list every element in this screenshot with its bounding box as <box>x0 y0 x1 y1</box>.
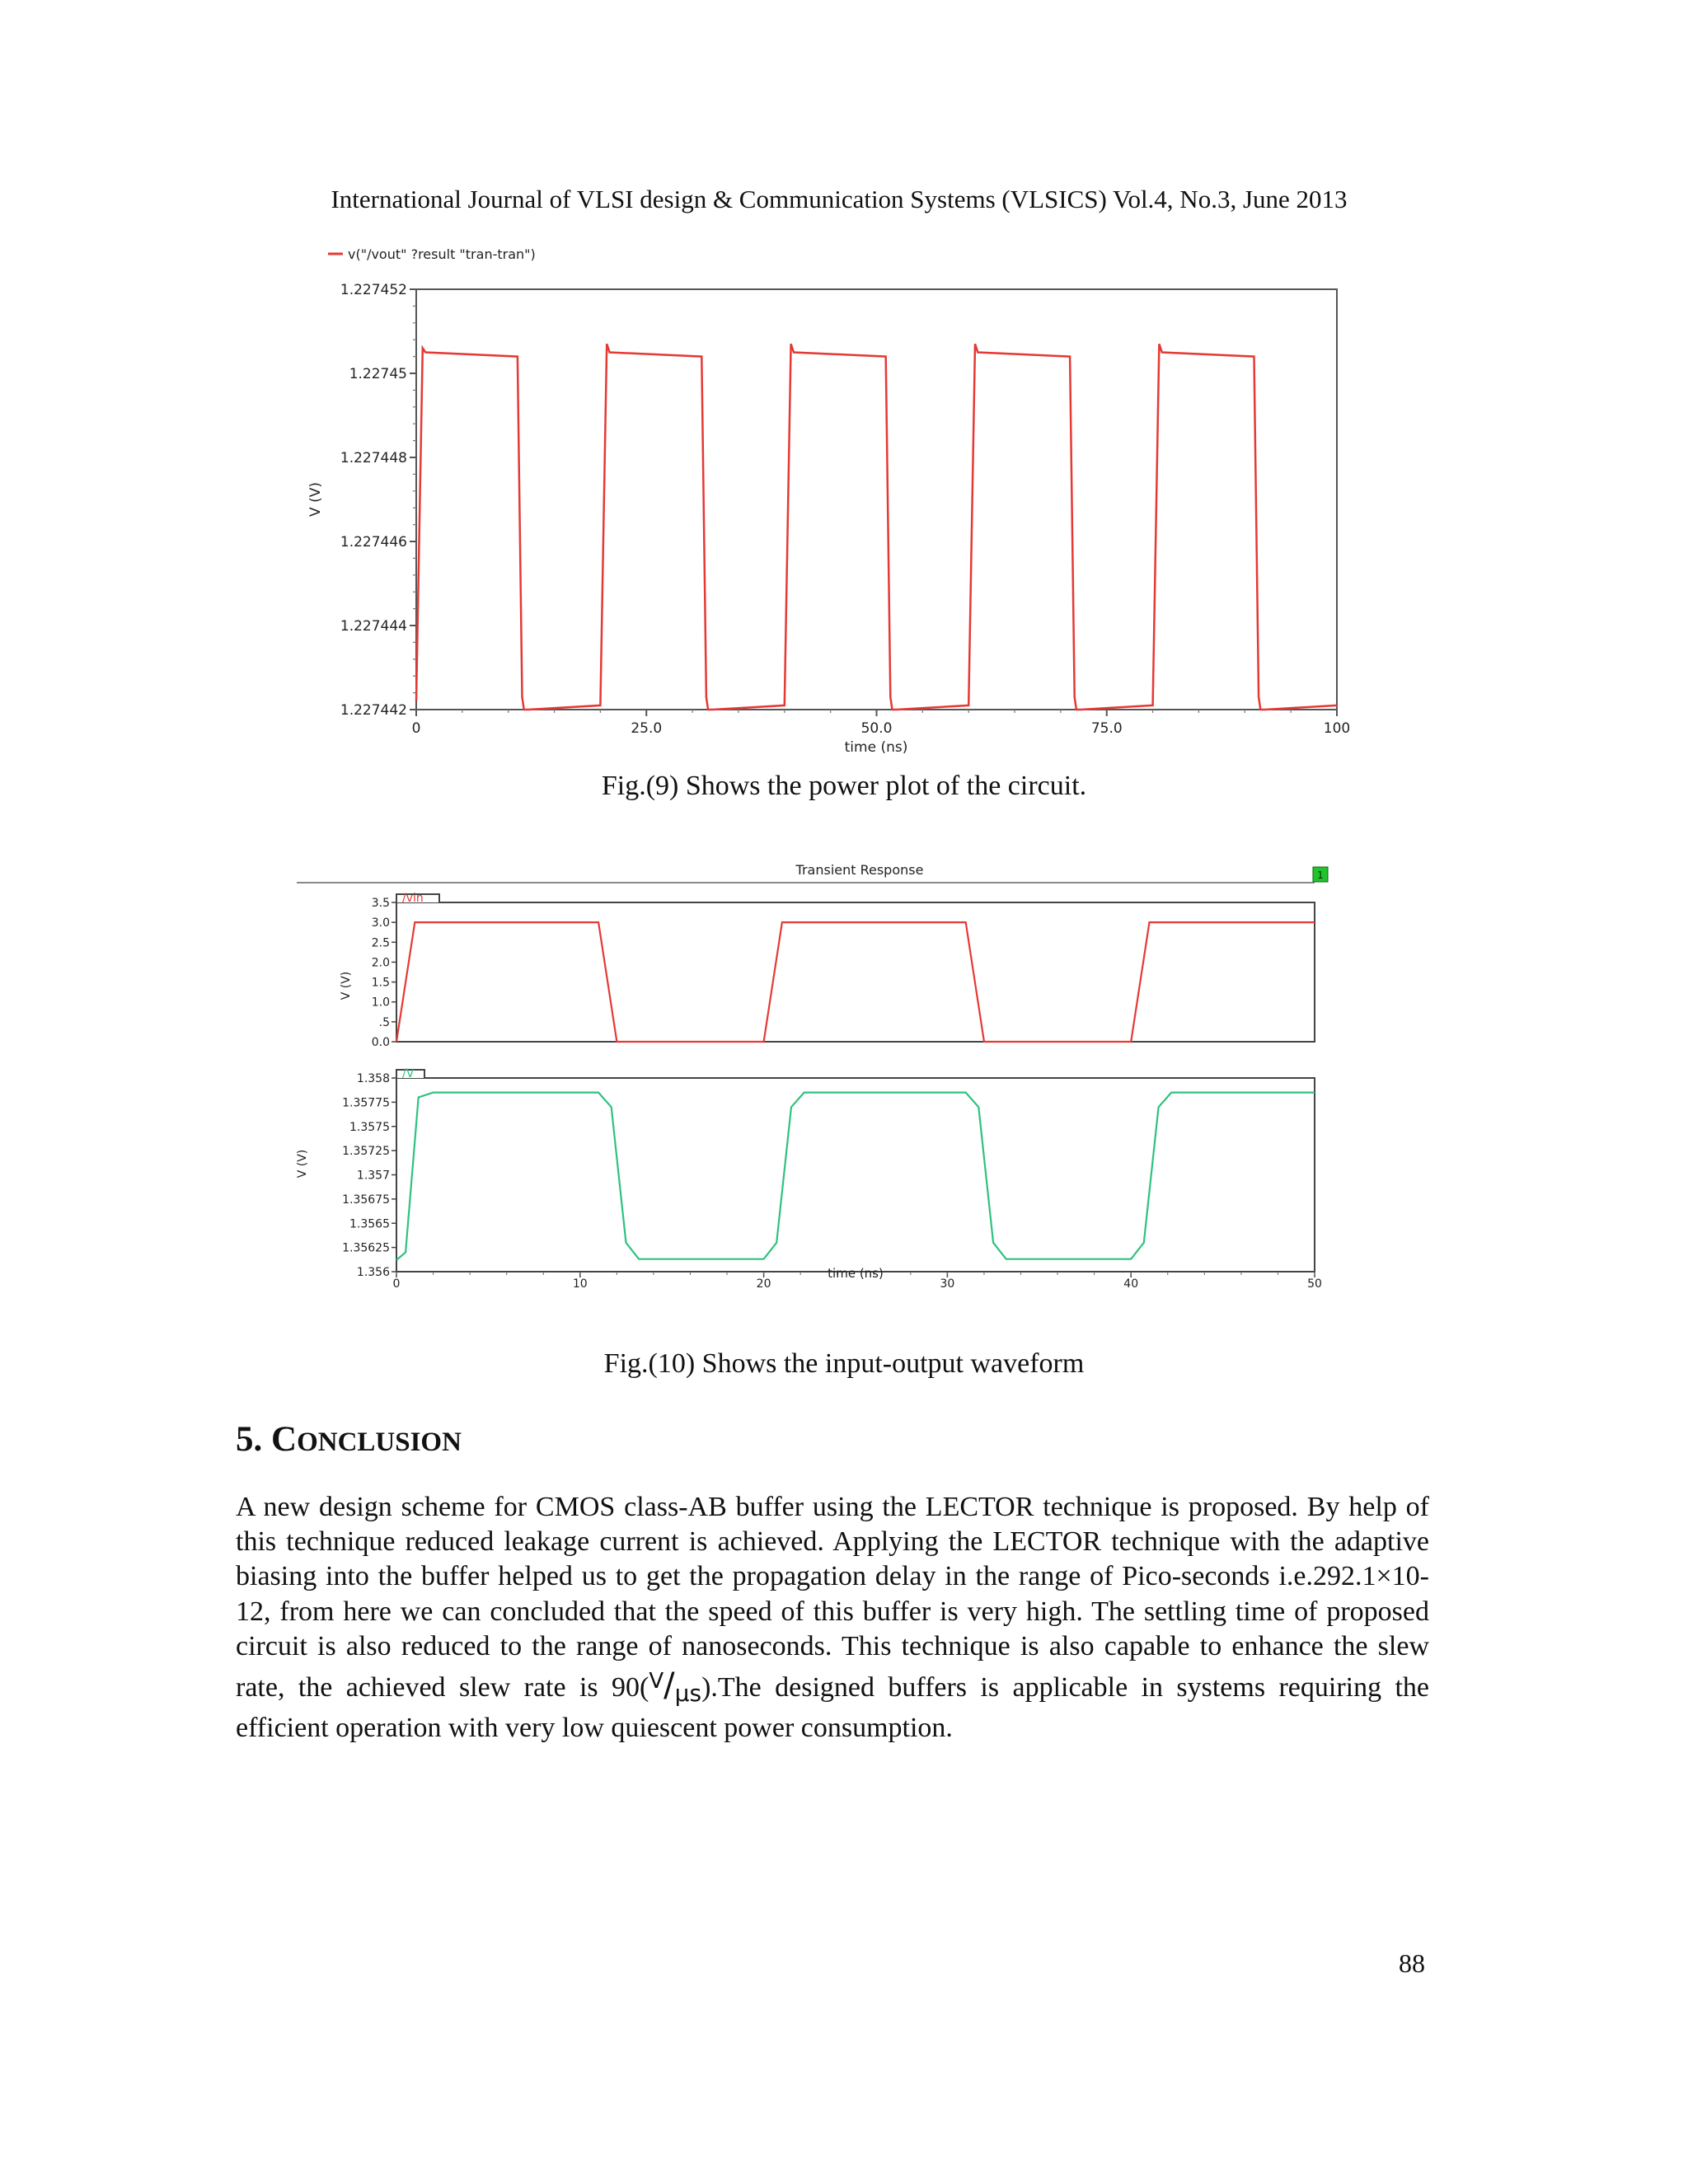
y-tick-label: 1.227446 <box>340 534 407 551</box>
vin-legend-label: /vin <box>402 892 424 905</box>
figure-10-caption-text: Fig.(10) Shows the input-output waveform <box>603 1348 1085 1379</box>
v-y-tick-label: 1.3565 <box>349 1217 390 1231</box>
figure-10-caption <box>0 1348 1688 1380</box>
y-tick-label: 1.227452 <box>340 282 407 298</box>
figure-9-caption-text: Fig.(9) Shows the power plot of the circuit. <box>601 771 1087 801</box>
vin-y-tick-label: .5 <box>378 1015 390 1029</box>
v-y-tick-label: 1.35675 <box>342 1193 390 1207</box>
v-x-tick-label: 0 <box>392 1277 401 1291</box>
v-y-tick-label: 1.35775 <box>342 1096 390 1110</box>
section-title-rest: ONCLUSION <box>297 1427 462 1457</box>
vin-y-tick-label: 3.5 <box>371 897 390 910</box>
x-tick-labels <box>412 710 1351 737</box>
x-tick-label: 25.0 <box>631 720 663 737</box>
fraction-numerator: V <box>649 1669 664 1694</box>
page-number: 88 <box>1399 1948 1425 1978</box>
v-panel-frame <box>396 1078 1315 1272</box>
v-y-tick-labels <box>342 1072 396 1279</box>
running-header <box>0 185 1688 214</box>
vin-y-tick-label: 1.5 <box>371 976 390 990</box>
journal-header-text: International Journal of VLSI design & Communication Systems (VLSICS) Vol.4, No.3, June 2013 <box>331 185 1348 213</box>
legend-label: v("/vout" ?result "tran-tran") <box>348 246 536 262</box>
section-title-initial: C <box>271 1420 298 1459</box>
paragraph-text-part-2: ).The designed buffers is applicable in systems requiring the efficient operation with very low quiescent power consumption. <box>236 1672 1430 1744</box>
vin-y-tick-labels <box>372 897 396 1049</box>
transient-response-chart <box>293 853 1364 1298</box>
v-y-tick-label: 1.35725 <box>342 1145 390 1159</box>
v-x-tick-label: 40 <box>1123 1277 1139 1291</box>
vin-y-tick-label: 1.0 <box>371 996 390 1010</box>
v-y-axis-label: V (V) <box>296 1149 309 1179</box>
vin-y-tick-label: 3.0 <box>371 916 390 930</box>
y-tick-labels <box>340 282 416 719</box>
y-tick-label: 1.227448 <box>340 450 407 466</box>
v-x-tick-label: 30 <box>940 1277 955 1291</box>
v-y-tick-label: 1.358 <box>356 1072 390 1085</box>
v-x-axis-label: time (ns) <box>828 1266 884 1281</box>
v-y-tick-label: 1.357 <box>356 1169 390 1183</box>
subwindow-badge-label: 1 <box>1317 869 1324 881</box>
v-y-tick-label: 1.3575 <box>349 1120 390 1134</box>
y-tick-label: 1.227442 <box>340 702 407 719</box>
plot-frame <box>416 289 1337 710</box>
y-tick-label: 1.227444 <box>340 618 407 635</box>
vin-y-tick-label: 2.0 <box>371 956 390 970</box>
power-plot-chart <box>297 241 1368 760</box>
y-tick-label: 1.22745 <box>349 366 407 382</box>
v-y-tick-label: 1.35625 <box>342 1241 390 1255</box>
section-heading <box>236 1419 462 1460</box>
v-x-tick-label: 50 <box>1307 1277 1322 1291</box>
vin-y-tick-label: 2.5 <box>371 936 390 950</box>
section-number: 5. <box>236 1420 263 1459</box>
v-legend-label: /V <box>402 1067 415 1080</box>
vin-y-tick-label: 0.0 <box>371 1036 390 1049</box>
v-y-tick-label: 1.356 <box>356 1266 390 1279</box>
x-tick-label: 0 <box>411 720 421 737</box>
chart-title: Transient Response <box>795 862 924 878</box>
x-tick-label: 75.0 <box>1090 720 1123 737</box>
conclusion-paragraph <box>236 1490 1429 1746</box>
v-x-tick-label: 10 <box>572 1277 588 1291</box>
fraction-denominator: μs <box>674 1680 702 1708</box>
paragraph-text-part-1: A new design scheme for CMOS class-AB buffer using the LECTOR technique is proposed. By help of this technique reduced leakage current is achieved. Applying the LECTOR technique with the adaptive biasing into the buffer helped us to get the propagation delay in the range of Pico-seconds i.e.292.1×10-12, from here we can concluded that the speed of this buffer is very high. The settling time of proposed circuit is also reduced to the range of nanoseconds. This technique is also capable to enhance the slew rate, the achieved slew rate is 90( <box>236 1492 1429 1704</box>
vin-y-axis-label: V (V) <box>340 971 353 1001</box>
x-axis-label: time (ns) <box>844 739 908 756</box>
y-axis-label: V (V) <box>307 482 324 517</box>
vin-panel-frame <box>396 902 1315 1042</box>
figure-9-caption <box>0 771 1688 802</box>
v-x-tick-label: 20 <box>756 1277 771 1291</box>
fraction-slash: / <box>663 1666 675 1705</box>
x-tick-label: 100 <box>1323 720 1351 737</box>
x-tick-label: 50.0 <box>860 720 893 737</box>
